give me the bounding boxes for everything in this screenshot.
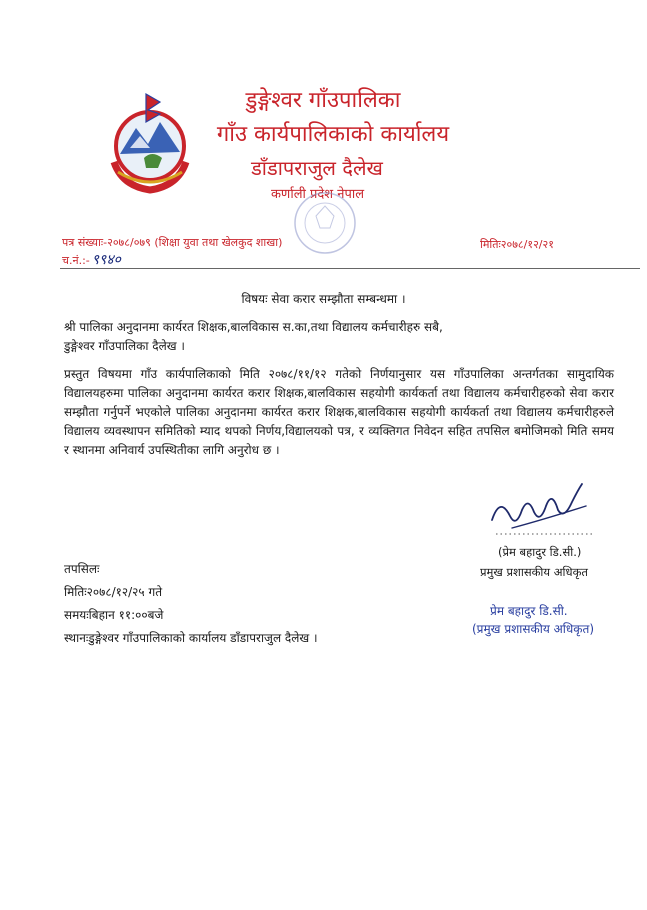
dispatch-label: च.नं.:-: [62, 254, 90, 267]
signatory-name: (प्रेम बहादुर डि.सी.): [498, 545, 582, 559]
office-location: डाँडापराजुल दैलेख: [251, 156, 383, 180]
signature-icon: [482, 476, 602, 538]
signatory-stamp-title: (प्रमुख प्रशासकीय अधिकृत): [472, 622, 595, 636]
subject-line: विषयः सेवा करार सम्झौता सम्बन्धमा ।: [241, 292, 406, 306]
dispatch-number-handwritten: ९९४०: [91, 252, 121, 268]
letter-body: प्रस्तुत विषयमा गाँउ कार्यपालिकाको मिति २०७८/११/१२ गतेको निर्णयानुसार यस गाँउपालिका अन्तर्गतका सामुदायिक विद्यालयहरुमा पालिका अनुदानमा कार्यरत करार शिक्षक,बालविकास सहयोगी कार्यकर्ता तथा विद्यालय कर्मचारीहरुको सेवा करार सम्झौता गर्नुपर्ने भएकोले पालिका अनुदानमा कार्यरत करार शिक्षक,बालविकास सहयोगी कार्यकर्ता तथा विद्यालय कर्मचारीहरुले विद्यालय व्यवस्थापन समितिको म्याद थपको निर्णय,विद्यालयको पत्र, र व्यक्तिगत निवेदन सहित तपसिल बमोजिमको मिति समय र स्थानमा अनिवार्य उपस्थितीका लागि अनुरोध छ ।: [64, 367, 614, 457]
addressee-line-1: श्री पालिका अनुदानमा कार्यरत शिक्षक,बालविकास स.का,तथा विद्यालय कर्मचारीहरु सबै,: [64, 320, 443, 334]
dispatch-number: [62, 250, 121, 269]
addressee-line-2: डुङ्गेश्वर गाँउपालिका दैलेख ।: [64, 339, 185, 353]
nepal-government-emblem-icon: [100, 88, 200, 196]
office-name: गाँउ कार्यपालिकाको कार्यालय: [216, 122, 450, 147]
letter-date: मितिः२०७८/१२/२१: [480, 238, 554, 251]
header-divider: [60, 268, 640, 269]
province-name: कर्णाली प्रदेश नेपाल: [270, 187, 365, 202]
schedule-time: समयःबिहान ११:००बजे: [64, 608, 164, 622]
schedule-place: स्थानःडुङ्गेश्वर गाँउपालिकाको कार्यालय डाँडापराजुल दैलेख ।: [64, 631, 318, 645]
office-stamp-icon: [290, 188, 360, 258]
schedule-date: मितिः२०७८/१२/२५ गते: [64, 585, 163, 599]
municipality-name: डुङ्गेश्वर गाँउपालिका: [245, 88, 401, 113]
letter-number: पत्र संख्याः-२०७८/०७९ (शिक्षा युवा तथा खेलकुद शाखा): [62, 236, 283, 249]
signatory-stamp-name: प्रेम बहादुर डि.सी.: [490, 604, 568, 618]
signatory-title: प्रमुख प्रशासकीय अधिकृत: [480, 565, 588, 579]
schedule-heading: तपसिलः: [64, 562, 100, 576]
